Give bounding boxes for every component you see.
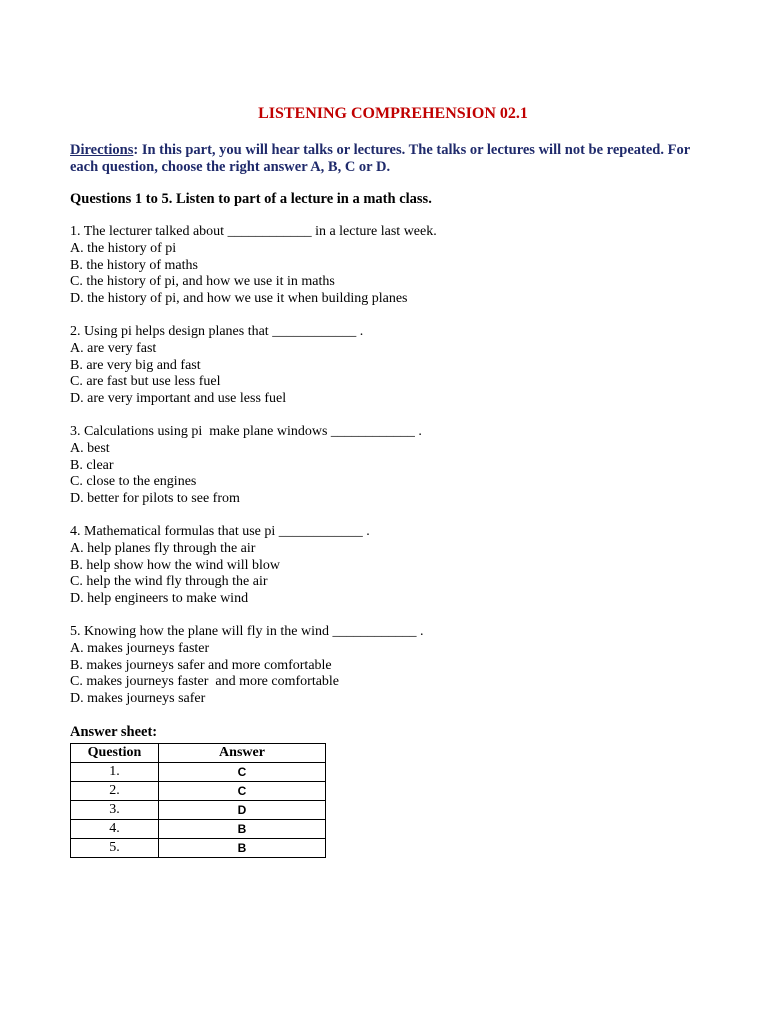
answer-option: B. the history of maths	[70, 257, 198, 273]
section-heading: Questions 1 to 5. Listen to part of a lecture in a math class.	[70, 191, 432, 207]
answer-cell: B	[159, 819, 326, 838]
answer-option: D. help engineers to make wind	[70, 591, 249, 607]
answer-cell: B	[159, 838, 326, 857]
page-title: LISTENING COMPREHENSION 02.1	[258, 105, 528, 122]
document-page	[70, 104, 710, 858]
question-block	[70, 224, 710, 308]
answer-cell: C	[159, 781, 326, 800]
answer-option: C. are fast but use less fuel	[70, 374, 221, 390]
answer-option: A. are very fast	[70, 340, 157, 356]
question-block	[70, 624, 710, 708]
answer-option: A. best	[70, 440, 110, 456]
answer-option: C. close to the engines	[70, 474, 197, 490]
question-stem: 2. Using pi helps design planes that ____________ .	[70, 323, 364, 339]
column-header-question: Question	[71, 743, 159, 762]
answer-option: A. makes journeys faster	[70, 640, 210, 656]
column-header-answer: Answer	[159, 743, 326, 762]
answer-option: D. are very important and use less fuel	[70, 391, 287, 407]
question-stem: 1. The lecturer talked about ____________ in a lecture last week.	[70, 224, 437, 239]
answer-option: D. the history of pi, and how we use it when building planes	[70, 291, 408, 307]
question-block	[70, 424, 710, 508]
answer-option: D. better for pilots to see from	[70, 491, 240, 507]
question-number-cell: 3.	[71, 800, 159, 819]
answer-sheet-table	[70, 743, 326, 858]
question-stem: 5. Knowing how the plane will fly in the wind ____________ .	[70, 623, 424, 639]
table-row	[71, 781, 326, 800]
answer-option: C. the history of pi, and how we use it in maths	[70, 274, 335, 290]
answer-option: C. help the wind fly through the air	[70, 574, 268, 590]
answer-option: B. help show how the wind will blow	[70, 557, 280, 573]
answer-cell: C	[159, 762, 326, 781]
question-number-cell: 2.	[71, 781, 159, 800]
answer-option: A. help planes fly through the air	[70, 540, 256, 556]
answer-option: B. makes journeys safer and more comfortable	[70, 657, 332, 673]
question-block	[70, 524, 710, 608]
table-row	[71, 762, 326, 781]
answer-cell: D	[159, 800, 326, 819]
table-header-row	[71, 743, 326, 762]
answer-option: B. clear	[70, 457, 114, 473]
answer-option: A. the history of pi	[70, 240, 177, 256]
directions-label: Directions	[70, 142, 134, 158]
answer-sheet-heading: Answer sheet:	[70, 723, 158, 740]
answer-option: C. makes journeys faster and more comfortable	[70, 674, 340, 690]
question-number-cell: 4.	[71, 819, 159, 838]
table-row	[71, 819, 326, 838]
answer-option: D. makes journeys safer	[70, 691, 206, 707]
question-number-cell: 5.	[71, 838, 159, 857]
answer-option: B. are very big and fast	[70, 357, 201, 373]
question-stem: 4. Mathematical formulas that use pi ____________ .	[70, 523, 370, 539]
directions-paragraph	[70, 142, 710, 176]
question-number-cell: 1.	[71, 762, 159, 781]
question-stem: 3. Calculations using pi make plane windows ____________ .	[70, 423, 422, 439]
table-row	[71, 838, 326, 857]
table-row	[71, 800, 326, 819]
directions-text: : In this part, you will hear talks or lectures. The talks or lectures will not be repeated. For each question, choose the right answer A, B, C or D.	[70, 142, 690, 175]
question-block	[70, 324, 710, 408]
